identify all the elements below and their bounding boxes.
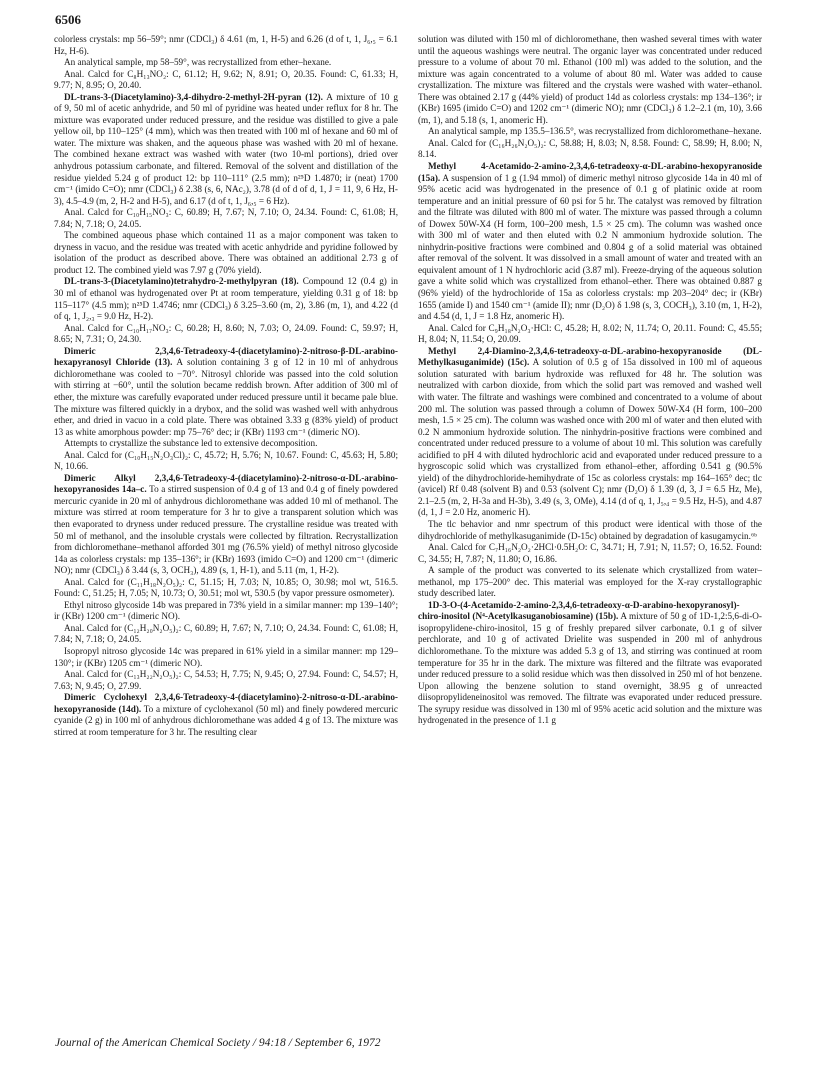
compound-heading: DL-trans-3-(Diacetylamino)tetrahydro-2-methylpyran (18).: [64, 276, 299, 287]
paragraph: [54, 669, 398, 692]
journal-footer: Journal of the American Chemical Society / 94:18 / September 6, 1972: [55, 1037, 381, 1049]
paragraph-text: Anal. Calcd for C₁₀H₁₇NO₃: C, 60.28; H, 8.60; N, 7.03; O, 24.09. Found: C, 59.97; H, 8.65; N, 7.31; O, 24.30.: [54, 322, 398, 345]
paragraph-text: Anal. Calcd for C₈H₁₃NO₂: C, 61.12; H, 9.62; N, 8.91; O, 20.35. Found: C, 61.33; H, 9.77; N, 8.95; O, 20.40.: [54, 68, 398, 91]
paragraph-text: A solution of 0.5 g of 15a dissolved in 100 ml of aqueous solution saturated with barium hydroxide was refluxed for 48 hr. The solution was neutralized with carbon dioxide, from which the solid part was removed and washed well with water. The filtrate and washings were combined and concentrated to a volume of about 200 ml. The solution was passed through a column of Dowex 50W-X4 (H form, 100–200 mesh, 1.5 × 25 cm). The column was washed once with 200 ml of water and then eluted with 0.2 N ammonium hydroxide solution. The ninhydrin-positive fractions were combined and concentrated under reduced pressure to a volume of about 10 ml. This solution was carefully acidified to pH 4 with diluted hydrochloric acid and evaporated under reduced pressure to a hygroscopic solid which was crystallized from ethanol–ether, affording 0.541 g (90.5% yield) of the dihydrochloride-hemihydrate of 15c as colorless crystals: mp 164–165° dec; tlc (avicel) Rf 0.48 (solvent B) and 0.53 (solvent C); nmr (D₂O) δ 1.39 (d, 3, J = 6.5 Hz, Me), 2.1–2.5 (m, 2, H-3a and H-3b), 3.49 (s, 3, OMe), 4.14 (d of q, 1, J₅,₄ = 9.5 Hz, H-5), and 4.87 (d, 1, J = 2.0 Hz, anomeric H).: [418, 357, 762, 518]
paragraph: [54, 577, 398, 600]
paragraph-text: Anal. Calcd for C₉H₁₈N₂O₃·HCl: C, 45.28; H, 8.02; N, 11.74; O, 20.11. Found: C, 45.55; H, 8.04; N, 11.54; O, 20.09.: [418, 322, 762, 345]
paragraph: [54, 92, 398, 207]
paragraph: [54, 600, 398, 623]
paragraph: [54, 623, 398, 646]
paragraph: [54, 473, 398, 577]
paragraph: [418, 565, 762, 600]
paragraph-text: Anal. Calcd for C₇H₁₆N₂O₂·2HCl·0.5H₂O: C, 34.71; H, 7.91; N, 11.57; O, 16.52. Found: C, 34.55; H, 7.87; N, 11.80; O, 16.86.: [418, 542, 762, 564]
paragraph-text: Anal. Calcd for (C₁₁H₁₈N₂O₅)₂: C, 51.15; H, 7.03; N, 10.85; O, 30.98; mol wt, 516.5. Found: C, 51.25; H, 7.05; N, 10.73; O, 30.51; mol wt, 530.5 (by vapor pressure osmometer).: [54, 576, 398, 599]
paragraph-text: A sample of the product was converted to its selenate which crystallized from water–methanol, mp 175–200° dec. This material was employed for the X-ray crystallographic study described later.: [418, 565, 762, 599]
paragraph-text: Anal. Calcd for C₁₀H₁₅NO₃: C, 60.89; H, 7.67; N, 7.10; O, 24.34. Found: C, 61.08; H, 7.84; N, 7.18; O, 24.05.: [54, 207, 398, 229]
paragraph-text: A mixture of 50 g of 1D-1,2:5,6-di-O-isopropylidene-chiro-inositol, 15 g of freshly prepared silver carbonate, 0.1 g of silver perchlorate, and 10 g of activated Drielite was suspended in 200 ml of anhydrous dichloromethane. To the mixture was added 5.3 g of 13, and stirring was continued at room temperature for 35 hr in the dark. The mixture was filtered and the filtrate was evaporated under reduced pressure to a solid residue which was then dissolved in 250 ml of hot benzene. Upon allowing the benzene solution to stand overnight, 38.95 g of unreacted diisopropylideneinositol was removed. The filtrate was evaporated under reduced pressure. The syrupy residue was dissolved in 130 ml of 95% acetic acid solution and the mixture was hydrogenated in the presence of 1.1 g: [418, 611, 762, 726]
paragraph-text: A mixture of 10 g of 9, 50 ml of acetic anhydride, and 50 ml of pyridine was heated under reflux for 8 hr. The mixture was evaporated under reduced pressure, and the residue was distilled to give a pale yellow oil, bp 110–125° (4 mm), which was then treated with 100 ml of hexane and 60 ml of water. The mixture was shaken, and the aqueous phase was washed with 20 ml of hexane. The combined hexane extract was washed with water (two 10-ml portions), dried over anhydrous potassium carbonate, and filtered. Removal of the solvent and distillation of the residue yielded 5.24 g of product 12: bp 110–111° (2.5 mm); n²⁵D 1.4870; ir (neat) 1700 cm⁻¹ (imido C=O); nmr (CDCl₃) δ 2.38 (s, 6, NAc₂), 3.78 (d of d of d, 1, J = 11, 9, 6 Hz, H-3), 4.5–4.9 (m, 2, H-2 and H-5), and 6.17 (d of t, 1, J₆,₅ = 6 Hz).: [54, 91, 398, 206]
paragraph-text: Compound 12 (0.4 g) in 30 ml of ethanol was hydrogenated over Pt at room temperature, yielding 0.31 g of 18: bp 115–117° (4.5 mm); n²⁵D 1.4746; nmr (CDCl₃) δ 3.25–3.60 (m, 2), 3.86 (m, 1), and 4.22 (d of q, 1, J₂,₃ = 9.0 Hz, H-2).: [54, 276, 398, 322]
page-number: 6506: [55, 12, 81, 27]
paragraph: [418, 34, 762, 126]
paragraph-text: colorless crystals: mp 56–59°; nmr (CDCl₃) δ 4.61 (m, 1, H-5) and 6.26 (d of t, 1, J₆,₅ = 6.1 Hz, H-6).: [54, 34, 398, 56]
compound-heading: Dimeric Cyclohexyl 2,3,4,6-Tetradeoxy-4-(diacetylamino)-2-nitroso-α-DL-arabino-hexopyranoside (14d).: [54, 692, 398, 714]
paragraph-text: Ethyl nitroso glycoside 14b was prepared in 73% yield in a similar manner: mp 139–140°; ir (KBr) 1200 cm⁻¹ (dimeric NO).: [54, 599, 398, 622]
paragraph-text: The combined aqueous phase which contained 11 as a major component was taken to dryness in vacuo, and the residue was treated with acetic anhydride and pyridine followed by isolation of the product as described above. There was obtained an additional 2.73 g of product 12. The combined yield was 7.97 g (70% yield).: [54, 230, 398, 275]
paragraph: [54, 438, 398, 450]
paragraph: [54, 323, 398, 346]
compound-heading: Dimeric Alkyl 2,3,4,6-Tetradeoxy-4-(diacetylamino)-2-nitroso-α-DL-arabino-hexopyranosides 14a–c.: [54, 472, 398, 495]
paragraph: [418, 542, 762, 565]
paragraph-text: To a mixture of cyclohexanol (50 ml) and finely powdered mercuric cyanide (2 g) in 100 ml of anhydrous dichloromethane was added 4 g of 13. The mixture was stirred at room temperature for 3 hr. The resulting clear: [54, 703, 398, 737]
paragraph-text: Isopropyl nitroso glycoside 14c was prepared in 61% yield in a similar manner: mp 129–130°; ir (KBr) 1205 cm⁻¹ (dimeric NO).: [54, 645, 398, 668]
paragraph: [54, 646, 398, 669]
paragraph-text: Anal. Calcd for (C₁₆H₂₆N₂O₅)₂: C, 58.88; H, 8.03; N, 8.58. Found: C, 58.99; H, 8.00; N, 8.14.: [418, 137, 762, 160]
paragraph-text: An analytical sample, mp 58–59°, was recrystallized from ether–hexane.: [64, 57, 332, 68]
paragraph-text: An analytical sample, mp 135.5–136.5°, was recrystallized from dichloromethane–hexane.: [428, 126, 762, 137]
paragraph: [418, 346, 762, 519]
paragraph: [418, 126, 762, 138]
paragraph-text: The tlc behavior and nmr spectrum of this product were identical with those of the dihydrochloride of methylkasuganimide (D-15c) obtained by degradation of kasugamycin.⁶ᵇ: [418, 518, 762, 541]
paragraph-text: To a stirred suspension of 0.4 g of 13 and 0.4 g of finely powdered mercuric cyanide in 20 ml of anhydrous dichloromethane was added 10 ml of methanol. The mixture was stirred at room temperature for 3 hr to give a transparent solution which was then evaporated to dryness under reduced pressure. The crystalline residue was treated with 50 ml of methanol, and the insoluble crystals were collected by filtration. Recrystallization from dichloromethane–methanol afforded 301 mg (76.5% yield) of methyl nitroso glycoside 14a as colorless crystals: mp 135–136°; ir (KBr) 1693 (imido C=O) and 1200 cm⁻¹ (dimeric NO); nmr (CDCl₃) δ 3.44 (s, 3, OCH₃), 4.89 (s, 1, H-1), and 5.11 (m, 1, H-2).: [54, 484, 398, 576]
left-column: [54, 34, 398, 738]
paragraph-text: Attempts to crystallize the substance led to extensive decomposition.: [64, 438, 318, 449]
paragraph: [54, 207, 398, 230]
paragraph-text: A suspension of 1 g (1.94 mmol) of dimeric methyl nitroso glycoside 14a in 40 ml of 95% acetic acid was hydrogenated in the presence of 0.1 g of platinic oxide at room temperature and an initial pressure of 60 psi for 5 hr. The catalyst was removed by filtration and the filtrate was diluted with 800 ml of water. The mixture was passed through a column of Dowex 50W-X4 (H form, 100–200 mesh, 1.5 × 25 cm). The column was washed once with 300 ml of water and then eluted with 0.2 N ammonium hydroxide solution. The ninhydrin-positive fractions were combined and 0.804 g of a solid material was obtained after removal of the solvent. It was dissolved in a small amount of water and treated with an equivalent amount of 1 N hydrochloric acid (3.87 ml). Freeze-drying of the aqueous solution gave a white solid which was crystallized from ethanol–ether. There was obtained 0.887 g (96% yield) of the hydrochloride of 15a as colorless crystals: mp 203–204° dec; ir (KBr) 1655 (amide I) and 1540 cm⁻¹ (amide II); nmr (D₂O) δ 1.98 (s, 3, COCH₃), 3.10 (m, 1, H-2), and 4.54 (d, 1, J = 1.8 Hz, anomeric H).: [418, 172, 762, 322]
paragraph: [54, 450, 398, 473]
compound-heading: 1D-3-O-(4-Acetamido-2-amino-2,3,4,6-tetradeoxy-α-D-arabino-hexopyranosyl)-chiro-inositol (N⁴-Acetylkasuganobiosamine) (15b).: [418, 599, 740, 622]
compound-heading: Methyl 2,4-Diamino-2,3,4,6-tetradeoxy-α-DL-arabino-hexopyranoside (DL-Methylkasuganimide) (15c).: [418, 345, 762, 368]
paragraph: [54, 692, 398, 738]
paragraph: [418, 138, 762, 161]
paragraph: [54, 276, 398, 322]
paragraph-text: Anal. Calcd for (C₁₀H₁₅N₂O₃Cl)₂: C, 45.72; H, 5.76; N, 10.67. Found: C, 45.63; H, 5.80; N, 10.66.: [54, 449, 398, 472]
paragraph: [418, 519, 762, 542]
paragraph: [418, 161, 762, 323]
paragraph: [418, 323, 762, 346]
paragraph: [418, 600, 762, 727]
paragraph: [54, 34, 398, 57]
compound-heading: Dimeric 2,3,4,6-Tetradeoxy-4-(diacetylamino)-2-nitroso-β-DL-arabino-hexapyranosyl Chloride (13).: [54, 345, 398, 368]
paragraph: [54, 346, 398, 438]
compound-heading: DL-trans-3-(Diacetylamino)-3,4-dihydro-2-methyl-2H-pyran (12).: [64, 91, 323, 102]
compound-heading: Methyl 4-Acetamido-2-amino-2,3,4,6-tetradeoxy-α-DL-arabino-hexopyranoside (15a).: [418, 161, 762, 183]
paragraph-text: Anal. Calcd for (C₁₃H₂₂N₂O₅)₂: C, 54.53; H, 7.75; N, 9.45; O, 27.94. Found: C, 54.57; H, 7.63; N, 9.45; O, 27.99.: [54, 669, 398, 691]
paragraph-text: A solution containing 3 g of 12 in 10 ml of anhydrous dichloromethane was cooled to −70°. Nitrosyl chloride was passed into the cold solution with stirring at −60°, until the solution became reddish brown. After addition of 300 ml of ether, the mixture was carefully evaporated under reduced pressure until it became pale blue. The mixture was filtered quickly in a drybox, and the solid was washed well with anhydrous ether, and dried in vacuo in a cold plate. There was obtained 3.33 g (83% yield) of product 13 as white amorphous powder: mp 75–76° dec; ir (KBr) 1193 cm⁻¹ (dimeric NO).: [54, 357, 398, 437]
paragraph: [54, 69, 398, 92]
paragraph-text: solution was diluted with 150 ml of dichloromethane, then washed several times with water until the aqueous washings were neutral. The organic layer was concentrated under reduced pressure to a volume of about 70 ml. Ethanol (100 ml) was added to the solution, and the mixture was again concentrated to a volume of about 80 ml. Water was added to cause crystallization. The mixture was filtered and the crystals were washed with water–ethanol. There was obtained 2.17 g (44% yield) of product 14d as colorless crystals: mp 134–136°; ir (KBr) 1695 (imido C=O) and 1202 cm⁻¹ (dimeric NO); nmr (CDCl₃) δ 1.2–2.1 (m, 10), 3.66 (m, 1), and 5.18 (s, 1, anomeric H).: [418, 34, 762, 125]
paragraph: [54, 230, 398, 276]
paragraph: [54, 57, 398, 69]
paragraph-text: Anal. Calcd for (C₁₂H₂₀N₂O₅)₂: C, 60.89; H, 7.67; N, 7.10; O, 24.34. Found: C, 61.08; H, 7.84; N, 7.18; O, 24.05.: [54, 622, 398, 645]
right-column: [418, 34, 762, 727]
